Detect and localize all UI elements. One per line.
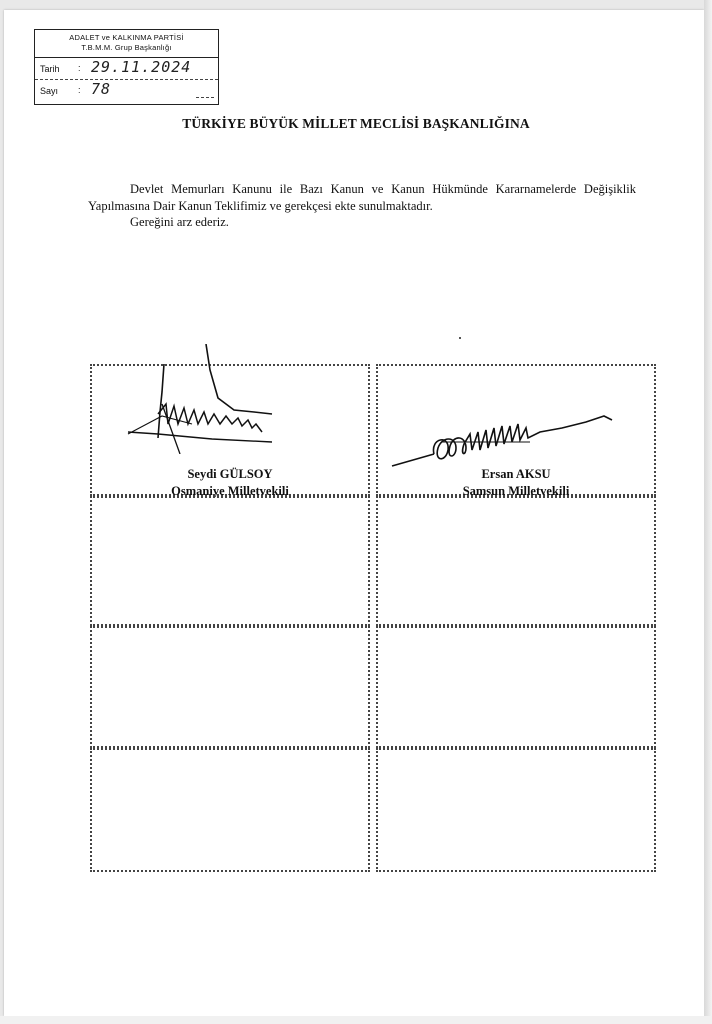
signature-cell-2 xyxy=(376,364,656,496)
stamp-date-label: Tarih xyxy=(40,64,60,74)
page-edge-bottom xyxy=(0,1016,712,1024)
empty-signature-cell xyxy=(90,626,370,748)
signatory-title-1: Osmaniye Milletvekili xyxy=(171,484,289,498)
stamp-number-row: Sayı : 78 xyxy=(40,80,112,98)
empty-signature-cell xyxy=(376,626,656,748)
stamp-dash xyxy=(196,97,214,98)
signature-cell-1 xyxy=(90,364,370,496)
signatory-name-2: Ersan AKSU xyxy=(481,467,551,481)
body-paragraph: Devlet Memurları Kanunu ile Bazı Kanun ve Kanun Hükmünde Kararnamelerde Değişiklik Yapılmasına Dair Kanun Teklifimiz ve gerekçesi ekte sunulmaktadır. xyxy=(88,182,636,213)
stamp-group-office: T.B.M.M. Grup Başkanlığı xyxy=(81,43,172,52)
signature-image-2 xyxy=(390,408,620,472)
signatory-name-1: Seydi GÜLSOY xyxy=(187,467,273,481)
stamp-number-label: Sayı xyxy=(40,86,59,96)
document-body xyxy=(88,181,636,231)
document-title: TÜRKİYE BÜYÜK MİLLET MECLİSİ BAŞKANLIĞINA xyxy=(182,116,530,131)
stamp-date-row: Tarih : 29.11.2024 xyxy=(35,58,218,80)
stamp-date-value: 29.11.2024 xyxy=(91,58,192,76)
empty-signature-cell xyxy=(376,748,656,872)
scan-speck xyxy=(459,337,461,339)
stamp-party-name: ADALET ve KALKINMA PARTİSİ xyxy=(69,33,184,42)
registry-stamp xyxy=(34,29,219,105)
stamp-number-value: 78 xyxy=(91,80,112,98)
signature-image-1 xyxy=(122,344,282,454)
empty-signature-cell xyxy=(90,496,370,626)
signature-table xyxy=(90,364,656,872)
page-edge-shadow xyxy=(704,0,712,1024)
empty-signature-cell xyxy=(376,496,656,626)
stamp-header xyxy=(35,30,218,58)
closing-line: Gereğini arz ederiz. xyxy=(130,215,229,229)
signatory-title-2: Samsun Milletvekili xyxy=(462,484,570,498)
empty-signature-cell xyxy=(90,748,370,872)
